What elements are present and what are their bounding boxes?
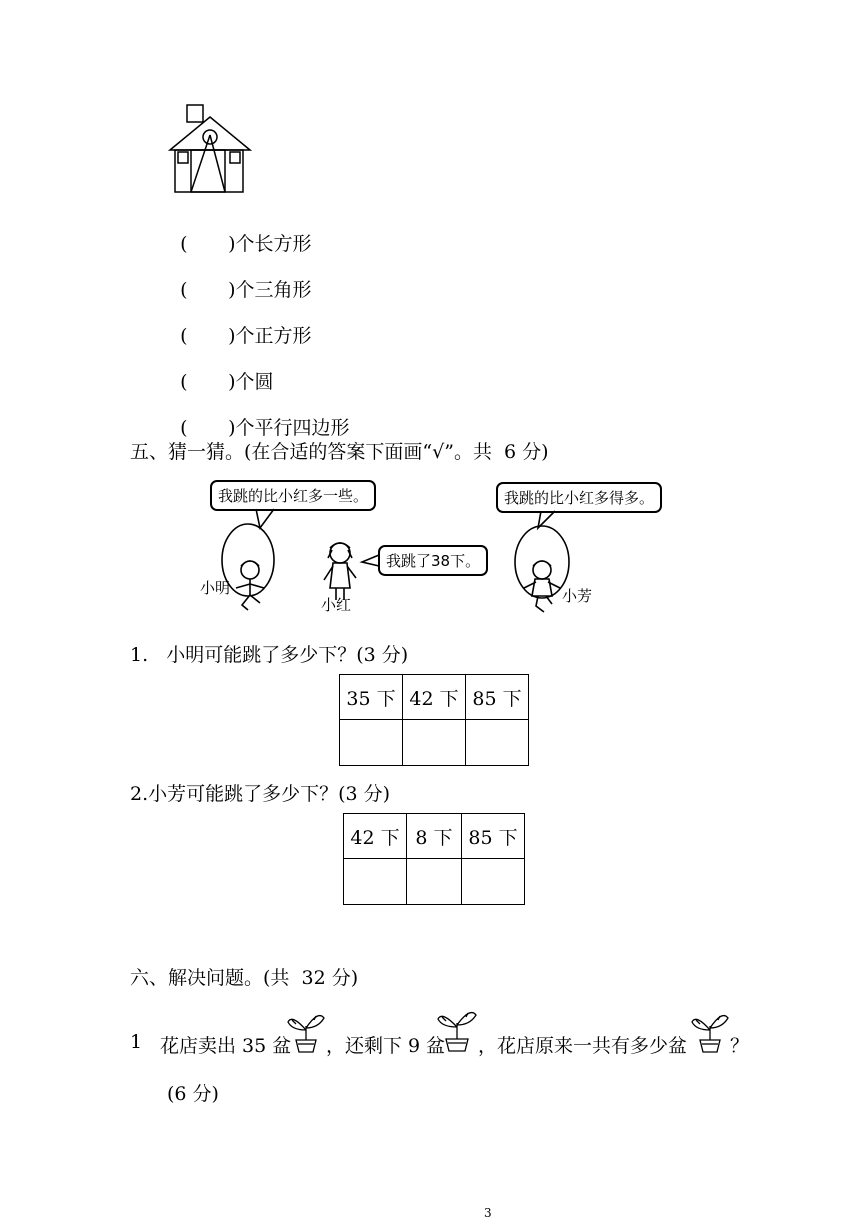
q2-option-cell: 42 下 — [344, 814, 407, 859]
shape-line-triangle: ( )个三角形 — [180, 279, 312, 301]
section5-q1: 1. 小明可能跳了多少下？(3 分) — [130, 644, 409, 666]
q1-option-cell: 35 下 — [340, 675, 403, 720]
q2-answer-box[interactable] — [407, 859, 462, 905]
flower-pot-icon — [286, 1008, 326, 1054]
shape-line-rectangle: ( )个长方形 — [180, 233, 312, 255]
q2-options-table — [343, 813, 525, 905]
section5-q2: 2.小芳可能跳了多少下？(3 分) — [130, 783, 391, 805]
q1-answer-box[interactable] — [403, 720, 466, 766]
section6-q1-number: 1 — [130, 1031, 143, 1053]
bubble-xiaofang: 我跳的比小红多得多。 — [496, 482, 662, 513]
name-xiaohong: 小红 — [321, 596, 352, 614]
q2-answer-box[interactable] — [344, 859, 407, 905]
section5-title: 五、猜一猜。(在合适的答案下面画“√”。共 6 分) — [130, 441, 549, 463]
q2-answer-box[interactable] — [462, 859, 525, 905]
section6-q1-part1: 花店卖出 35 盆 — [160, 1035, 292, 1057]
section6-q1-part3: ，花店原来一共有多少盆 — [478, 1035, 688, 1057]
q1-option-cell: 42 下 — [403, 675, 466, 720]
section6-q1-part4: ？ — [730, 1035, 750, 1057]
q1-answer-box[interactable] — [466, 720, 529, 766]
section6-q1-part2: ，还剩下 9 盆 — [326, 1035, 446, 1057]
children-illustration — [190, 500, 610, 620]
bubble-xiaoming: 我跳的比小红多一些。 — [210, 480, 376, 511]
shape-line-parallelogram: ( )个平行四边形 — [180, 417, 350, 439]
q1-answer-box[interactable] — [340, 720, 403, 766]
shape-line-square: ( )个正方形 — [180, 325, 312, 347]
q1-options-table — [339, 674, 529, 766]
name-xiaoming: 小明 — [200, 579, 231, 597]
flower-pot-icon — [690, 1008, 730, 1054]
q2-option-cell: 85 下 — [462, 814, 525, 859]
bubble-xiaohong: 我跳了38下。 — [378, 545, 488, 576]
section6-q1-score: (6 分) — [167, 1083, 219, 1105]
q1-option-cell: 85 下 — [466, 675, 529, 720]
q2-option-cell: 8 下 — [407, 814, 462, 859]
name-xiaofang: 小芳 — [562, 587, 593, 605]
house-figure — [168, 103, 252, 195]
page-number: 3 — [484, 1206, 492, 1220]
flower-pot-icon — [436, 1005, 478, 1053]
shape-line-circle: ( )个圆 — [180, 371, 274, 393]
section6-title: 六、解决问题。(共 32 分) — [130, 967, 359, 989]
